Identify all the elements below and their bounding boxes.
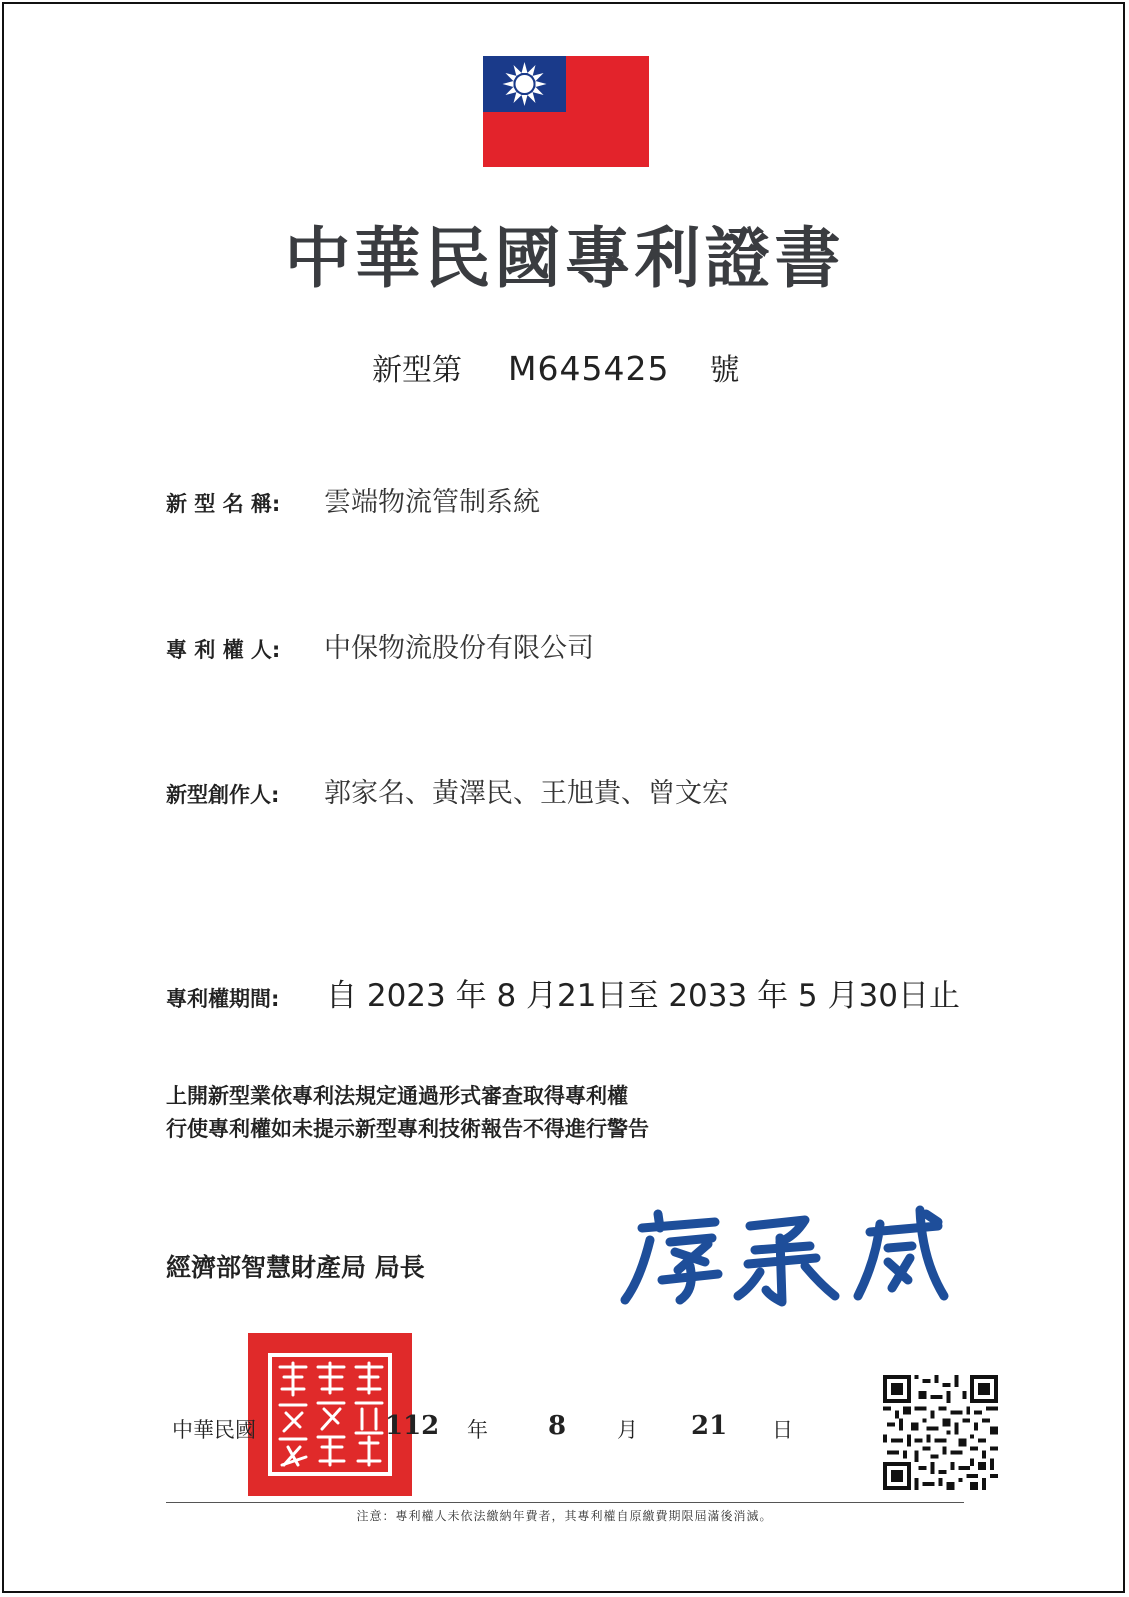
number-prefix: 新型第 — [372, 353, 462, 388]
footer-divider — [166, 1502, 964, 1503]
field-label: 新 型 名 稱: — [166, 492, 281, 516]
field-label: 專 利 權 人: — [166, 638, 281, 662]
patent-number-line — [372, 345, 739, 389]
field-creators — [166, 771, 729, 810]
date-year: 112 — [385, 1411, 440, 1441]
date-day: 21 — [691, 1411, 728, 1441]
date-month-unit: 月 — [617, 1418, 638, 1442]
statement-line-2: 行使專利權如未提示新型專利技術報告不得進行警告 — [166, 1117, 649, 1141]
field-model-name — [166, 480, 540, 519]
national-flag — [483, 56, 649, 167]
official-title: 經濟部智慧財產局 局長 — [166, 1253, 425, 1282]
white-sun-icon — [483, 56, 566, 112]
footer-notice: 注意：專利權人未依法繳納年費者，其專利權自原繳費期限屆滿後消滅。 — [356, 1509, 773, 1523]
certificate-title: 中華民國專利證書 — [284, 219, 845, 297]
patent-number: M645425 — [508, 349, 670, 388]
date-year-unit: 年 — [467, 1418, 488, 1442]
field-value: 中保物流股份有限公司 — [324, 633, 594, 664]
field-value: 郭家名、黃澤民、王旭貴、曾文宏 — [324, 778, 729, 809]
director-signature — [620, 1200, 950, 1310]
field-label: 新型創作人: — [166, 783, 280, 807]
term-value: 自 2023 年 8 月21日至 2033 年 5 月30日止 — [326, 978, 960, 1014]
date-era: 中華民國 — [172, 1418, 256, 1442]
number-suffix: 號 — [709, 353, 740, 388]
field-patentee — [166, 626, 594, 665]
date-day-unit: 日 — [772, 1418, 793, 1442]
date-month: 8 — [548, 1411, 567, 1441]
field-value: 雲端物流管制系統 — [324, 487, 540, 518]
term-label: 專利權期間: — [166, 987, 280, 1011]
patent-term — [166, 970, 960, 1015]
statement-line-1: 上開新型業依專利法規定通過形式審查取得專利權 — [166, 1084, 628, 1108]
qr-code — [883, 1375, 998, 1490]
